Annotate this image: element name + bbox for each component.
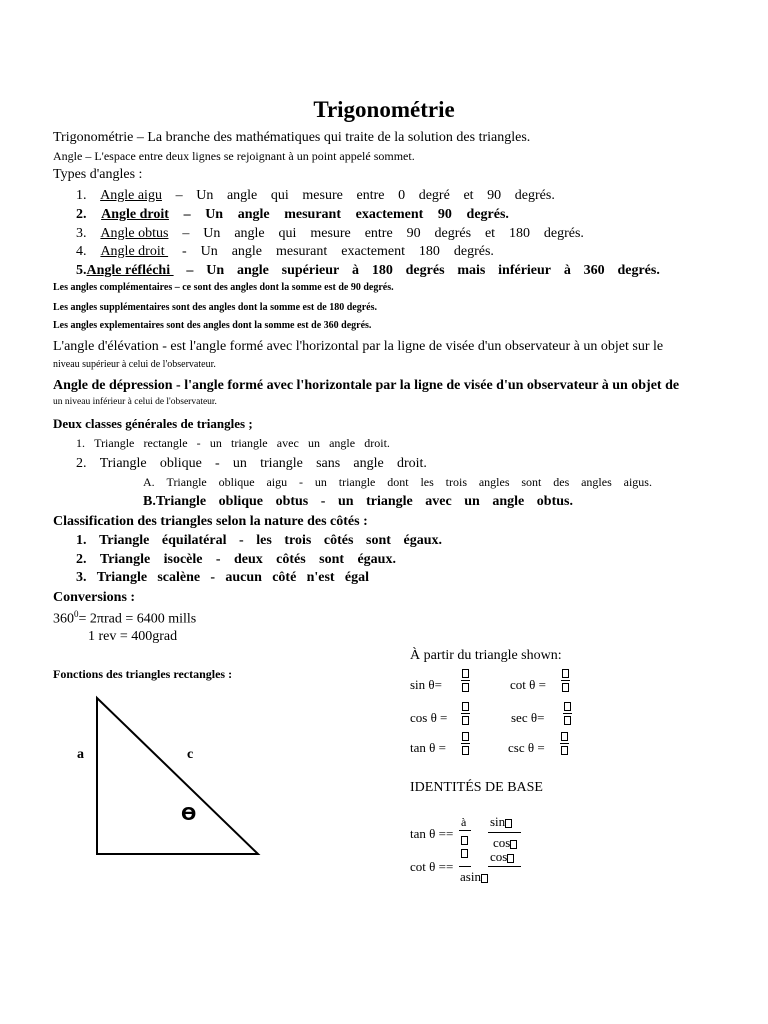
- word: triangle: [260, 456, 303, 471]
- word: -: [239, 533, 244, 548]
- deg-rest: = 2πrad = 6400 mills: [78, 611, 197, 627]
- denominator-glyph: [561, 746, 568, 755]
- fraction-bar: [461, 680, 470, 681]
- identities-heading: IDENTITÉS DE BASE: [410, 780, 543, 795]
- angle-label-theta: ϴ: [181, 804, 197, 825]
- angle-name: Angle réfléchi: [86, 263, 174, 278]
- word: équilatéral: [161, 533, 227, 548]
- word: mais: [457, 263, 486, 278]
- tan-label: tan θ =: [410, 740, 446, 755]
- word: trois: [445, 475, 467, 489]
- word: à: [563, 263, 571, 278]
- supplementary-angles: Les angles supplémentaires sont des angles dont la somme est de 180 degrés.: [53, 302, 377, 313]
- word: –: [183, 207, 191, 222]
- side-label-c: c: [187, 747, 194, 762]
- num: 1.: [76, 188, 87, 203]
- word: Un: [200, 244, 218, 259]
- word: aigu: [266, 475, 288, 489]
- numerator-glyph: [562, 669, 569, 678]
- depression-line-1: Angle de dépression - l'angle formé avec l'horizontale par la ligne de visée d'un observateur à un objet de: [53, 378, 680, 393]
- word: sont: [521, 475, 542, 489]
- word: trois: [284, 533, 312, 548]
- word: -: [320, 494, 326, 509]
- word: obtus.: [536, 494, 573, 509]
- ratios-intro: À partir du triangle shown:: [410, 648, 562, 663]
- tan-identity-top: à: [461, 815, 467, 829]
- explementary-angles: Les angles explementaires sont des angles dont la somme est de 360 degrés.: [53, 320, 372, 331]
- glyph: [507, 854, 514, 863]
- word: Un: [196, 188, 214, 203]
- word: Triangle: [99, 533, 150, 548]
- word: angle: [237, 207, 270, 222]
- general-class-item-1: [76, 437, 390, 449]
- word: et: [463, 188, 474, 203]
- cos-fraction: [460, 702, 470, 725]
- num: 1.: [76, 436, 85, 450]
- general-classes-heading: Deux classes générales de triangles ;: [53, 416, 253, 431]
- word: -: [210, 570, 216, 585]
- fraction-bar: [459, 866, 471, 867]
- right-triangles-heading: Fonctions des triangles rectangles :: [53, 667, 233, 681]
- word: côtés: [323, 533, 354, 548]
- oblique-obtuse-item: [143, 495, 573, 509]
- numerator-glyph: [561, 732, 568, 741]
- word: qui: [278, 226, 297, 241]
- elevation-line-1: L'angle d'élévation - est l'angle formé avec l'horizontal par la ligne de visée d'un observateur à un objet sur le: [53, 339, 664, 354]
- word: -: [299, 475, 304, 489]
- word: -: [196, 436, 201, 450]
- right-triangle-diagram: [90, 692, 265, 857]
- word: isocèle: [163, 552, 203, 567]
- sec-fraction: [562, 702, 572, 725]
- angle-name: Angle aigu: [100, 188, 162, 203]
- glyph: [505, 819, 512, 828]
- word: 180: [508, 226, 530, 241]
- word: exactement: [341, 244, 405, 259]
- angle-type-row-2: [76, 208, 509, 222]
- word: -: [215, 456, 220, 471]
- numerator-glyph: [462, 702, 469, 711]
- word: 90: [437, 207, 452, 222]
- cos-over-sin-numerator: [490, 850, 514, 863]
- num: 1.: [76, 533, 87, 548]
- denominator-glyph: [562, 683, 569, 692]
- word: -: [215, 552, 221, 567]
- sec-label: sec θ=: [511, 710, 545, 725]
- word: droit.: [396, 456, 427, 471]
- glyph: [510, 840, 517, 849]
- general-class-item-2: [76, 457, 427, 471]
- word: B.Triangle: [143, 494, 207, 509]
- sides-item-2: [76, 553, 396, 567]
- word: côtés: [276, 552, 306, 567]
- word: un: [307, 436, 320, 450]
- cot-fraction: [560, 669, 570, 692]
- word: angle: [329, 436, 356, 450]
- cos-label: cos θ =: [410, 710, 448, 725]
- tan-identity-denominator-glyph: [461, 836, 468, 845]
- sin-over-cos-numerator: [490, 815, 512, 828]
- denominator-glyph: [564, 716, 571, 725]
- word: droit.: [364, 436, 390, 450]
- word: 90: [406, 226, 421, 241]
- word: degré: [418, 188, 450, 203]
- angle-name: Angle droit: [101, 207, 169, 222]
- glyph: [481, 874, 488, 883]
- word: angle: [231, 244, 263, 259]
- triangle-shape: [97, 698, 258, 854]
- word: égaux.: [403, 533, 442, 548]
- tan-identity-lhs: tan θ ==: [410, 826, 454, 841]
- numerator-glyph: [462, 732, 469, 741]
- side-label-a: a: [77, 747, 84, 762]
- denominator-glyph: [462, 683, 469, 692]
- word: mesure: [310, 226, 351, 241]
- num: 3.: [76, 570, 87, 585]
- word: angle: [226, 188, 258, 203]
- word: angles: [581, 475, 612, 489]
- csc-fraction: [559, 732, 569, 755]
- word: 180: [371, 263, 393, 278]
- word: rectangle: [143, 436, 188, 450]
- word: 0: [398, 188, 406, 203]
- angle-types-heading: Types d'angles :: [53, 167, 143, 182]
- word: Un: [203, 226, 221, 241]
- word: égaux.: [357, 552, 396, 567]
- fraction-bar: [488, 832, 521, 833]
- word: n'est: [306, 570, 335, 585]
- word: des: [553, 475, 570, 489]
- numerator-glyph: [462, 669, 469, 678]
- angle-type-row-1: [76, 189, 555, 203]
- sides-item-1: [76, 534, 442, 548]
- word: égal: [344, 570, 369, 585]
- num: 4.: [76, 244, 87, 259]
- word: 90: [487, 188, 502, 203]
- oblique-acute-item: [143, 476, 652, 488]
- word: Triangle: [166, 475, 207, 489]
- num: 3.: [76, 226, 87, 241]
- angle-type-row-5: [76, 264, 660, 278]
- fraction-bar: [459, 830, 471, 831]
- angle-name: Angle obtus: [100, 226, 169, 241]
- word: Triangle: [99, 552, 151, 567]
- word: triangle: [230, 436, 268, 450]
- word: degrés: [434, 226, 472, 241]
- word: obtus: [275, 494, 309, 509]
- word: scalène: [157, 570, 201, 585]
- word: Triangle: [96, 570, 148, 585]
- word: angle: [236, 263, 269, 278]
- csc-label: csc θ =: [508, 740, 545, 755]
- sin-over-cos-denominator: [493, 836, 517, 849]
- degree-superscript: 0: [74, 609, 79, 619]
- word: sont: [319, 552, 345, 567]
- sin-label: sin θ=: [410, 677, 442, 692]
- cos-text: cos: [490, 849, 508, 864]
- num: 5.: [76, 263, 87, 278]
- word: angle: [492, 494, 525, 509]
- fraction-bar: [561, 680, 570, 681]
- word: inférieur: [498, 263, 552, 278]
- num: 2.: [76, 552, 87, 567]
- word: 360: [583, 263, 605, 278]
- word: angle: [353, 456, 384, 471]
- word: un: [209, 436, 222, 450]
- sin-fraction: [460, 669, 470, 692]
- word: les: [420, 475, 434, 489]
- word: triangle: [366, 494, 413, 509]
- word: mesure: [302, 188, 343, 203]
- word: et: [484, 226, 496, 241]
- word: aucun: [225, 570, 262, 585]
- fraction-bar: [461, 713, 470, 714]
- rev-conversion: 1 rev = 400grad: [88, 629, 178, 644]
- cot-identity-bottom: [460, 870, 488, 883]
- word: –: [175, 188, 183, 203]
- degree-conversion: [53, 610, 196, 627]
- trig-definition: Trigonométrie – La branche des mathématiques qui traite de la solution des triangles.: [53, 130, 531, 145]
- word: oblique: [218, 494, 264, 509]
- angle-name: Angle droit: [100, 244, 169, 259]
- word: entre: [356, 188, 385, 203]
- word: triangle: [338, 475, 376, 489]
- num: 2.: [76, 207, 87, 222]
- conversions-heading: Conversions :: [53, 590, 136, 605]
- word: un: [314, 475, 327, 489]
- word: –: [186, 263, 194, 278]
- denominator-glyph: [462, 746, 469, 755]
- word: Un: [206, 263, 225, 278]
- fraction-bar: [488, 866, 521, 867]
- word: dont: [387, 475, 409, 489]
- complementary-angles: Les angles complémentaires – ce sont des angles dont la somme est de 90 degrés.: [53, 282, 394, 293]
- num: 2.: [76, 456, 87, 471]
- word: supérieur: [281, 263, 340, 278]
- depression-line-2: un niveau inférieur à celui de l'observateur.: [53, 397, 217, 407]
- word: un: [232, 456, 247, 471]
- word: degrés.: [453, 244, 494, 259]
- word: oblique: [218, 475, 255, 489]
- word: –: [182, 226, 190, 241]
- word: les: [256, 533, 272, 548]
- word: 180: [418, 244, 440, 259]
- sides-classification-heading: Classification des triangles selon la nature des côtés :: [53, 514, 368, 529]
- num: A.: [143, 475, 155, 489]
- page-title: Trigonométrie: [313, 97, 455, 122]
- word: entre: [364, 226, 393, 241]
- asin-text: asin: [460, 869, 481, 884]
- word: angles: [478, 475, 510, 489]
- word: exactement: [355, 207, 424, 222]
- angle-definition: Angle – L'espace entre deux lignes se rejoignant à un point appelé sommet.: [53, 149, 415, 163]
- sides-item-3: [76, 571, 369, 585]
- sin-text: sin: [490, 814, 506, 829]
- word: mesurant: [284, 207, 342, 222]
- word: angle: [234, 226, 265, 241]
- angle-type-row-3: [76, 227, 584, 241]
- word: -: [182, 244, 187, 259]
- numerator-glyph: [564, 702, 571, 711]
- word: degrés: [405, 263, 445, 278]
- fraction-bar: [461, 743, 470, 744]
- word: avec: [425, 494, 452, 509]
- fraction-bar: [563, 713, 572, 714]
- word: à: [352, 263, 360, 278]
- word: côté: [272, 570, 297, 585]
- word: degrés.: [617, 263, 660, 278]
- word: oblique: [159, 456, 202, 471]
- word: degrés.: [543, 226, 584, 241]
- word: avec: [276, 436, 299, 450]
- word: qui: [270, 188, 289, 203]
- word: un: [464, 494, 480, 509]
- cot-identity-numerator-glyph: [461, 849, 468, 858]
- word: deux: [233, 552, 263, 567]
- deg-number: 360: [53, 611, 74, 627]
- word: degrés.: [514, 188, 555, 203]
- fraction-bar: [560, 743, 569, 744]
- word: Triangle: [94, 436, 135, 450]
- denominator-glyph: [462, 716, 469, 725]
- word: sans: [316, 456, 341, 471]
- word: aigus.: [623, 475, 652, 489]
- word: Un: [205, 207, 224, 222]
- angle-type-row-4: [76, 245, 494, 259]
- word: Triangle: [99, 456, 147, 471]
- tan-fraction: [460, 732, 470, 755]
- elevation-line-2: niveau supérieur à celui de l'observateur.: [53, 359, 216, 370]
- cos-text: cos: [493, 835, 511, 850]
- word: sont: [366, 533, 391, 548]
- cot-identity-lhs: cot θ ==: [410, 859, 454, 874]
- word: degrés.: [466, 207, 509, 222]
- cot-label: cot θ =: [510, 677, 546, 692]
- word: mesurant: [275, 244, 328, 259]
- word: un: [337, 494, 354, 509]
